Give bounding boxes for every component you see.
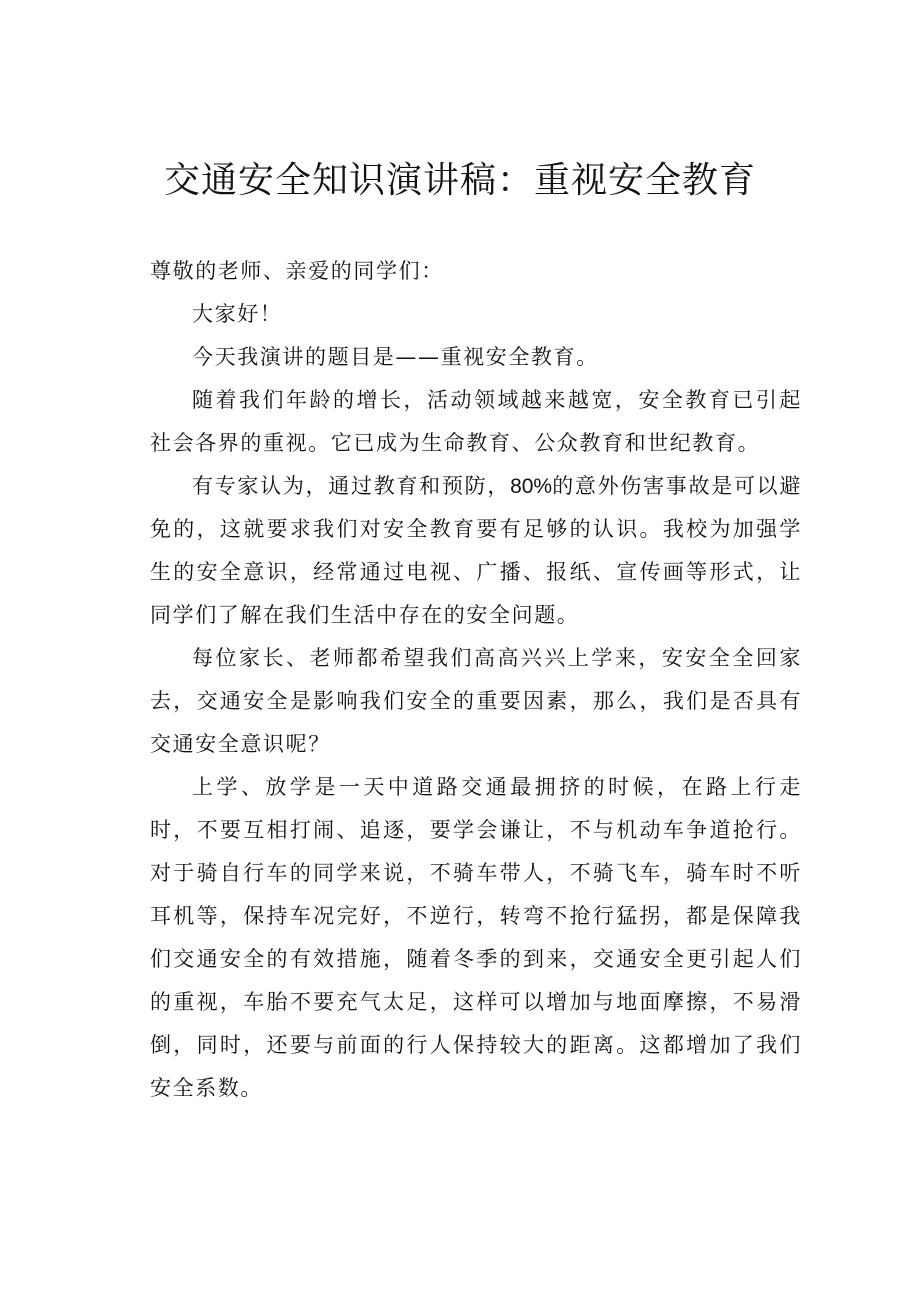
paragraph-1: 随着我们年龄的增长，活动领域越来越宽，安全教育已引起社会各界的重视。它已成为生命教育、公众教育和世纪教育。: [150, 388, 802, 455]
salutation: 尊敬的老师、亲爱的同学们：: [150, 259, 444, 283]
document-body: [150, 250, 802, 1110]
paragraph-2-part-1: 有专家认为，通过教育和预防，: [192, 474, 511, 498]
document-title: 交通安全知识演讲稿：重视安全教育: [163, 160, 756, 201]
paragraph-4: 上学、放学是一天中道路交通最拥挤的时候，在路上行走时，不要互相打闹、追逐，要学会谦让，不与机动车争道抢行。对于骑自行车的同学来说，不骑车带人，不骑飞车，骑车时不听耳机等，保持车况完好，不逆行，转弯不抢行猛拐，都是保障我们交通安全的有效措施，随着冬季的到来，交通安全更引起人们的重视，车胎不要充气太足，这样可以增加与地面摩擦，不易滑倒，同时，还要与前面的行人保持较大的距离。这都增加了我们安全系数。: [150, 775, 802, 1100]
paragraph-2: [150, 465, 802, 637]
paragraph-2-part-2: 的意外伤害事故是可以避免的，这就要求我们对安全教育要有足够的认识。我校为加强学生的安全意识，经常通过电视、广播、报纸、宣传画等形式，让同学们了解在我们生活中存在的安全问题。: [150, 474, 802, 627]
percent-figure: 80%: [510, 475, 553, 498]
speech-topic: 今天我演讲的题目是——重视安全教育。: [192, 345, 599, 369]
greeting: 大家好！: [192, 302, 283, 326]
paragraph-3: 每位家长、老师都希望我们高高兴兴上学来，安安全全回家去，交通安全是影响我们安全的重要因素，那么，我们是否具有交通安全意识呢？: [150, 646, 802, 756]
